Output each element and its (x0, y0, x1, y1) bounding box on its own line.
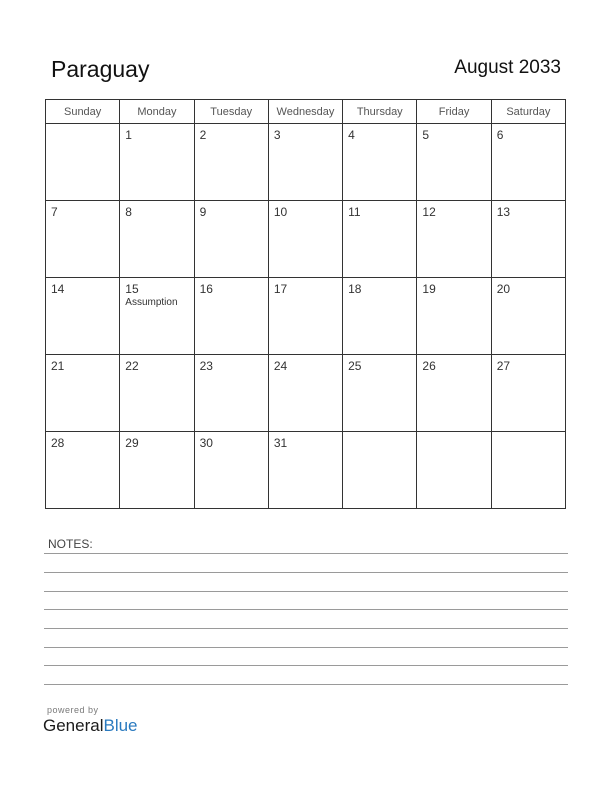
calendar-day-cell (491, 124, 565, 201)
calendar-day-cell (46, 278, 120, 355)
calendar-day-cell (343, 201, 417, 278)
calendar-grid (45, 99, 566, 509)
calendar-day-cell (491, 201, 565, 278)
day-cell-content (269, 124, 342, 142)
day-number: 30 (199, 436, 213, 450)
day-cell-content (120, 278, 193, 309)
calendar-week-row (46, 432, 566, 509)
calendar-week-row (46, 124, 566, 201)
day-number: 2 (199, 128, 207, 142)
calendar-day-cell (417, 124, 491, 201)
day-cell-content (195, 432, 268, 450)
day-cell-content (343, 124, 416, 142)
calendar-week-row (46, 278, 566, 355)
day-number: 5 (422, 128, 430, 142)
calendar-day-cell (120, 432, 194, 509)
day-number: 15 (125, 282, 139, 296)
day-cell-content (120, 432, 193, 450)
calendar-country-title: Paraguay (51, 56, 150, 82)
calendar-day-cell (194, 201, 268, 278)
generalblue-logo (43, 716, 138, 736)
notes-label: NOTES: (48, 537, 93, 551)
day-cell-content (492, 278, 565, 296)
day-number: 24 (273, 359, 288, 373)
day-cell-content (195, 278, 268, 296)
calendar-day-cell (417, 278, 491, 355)
calendar-month-title: August 2033 (454, 57, 561, 78)
calendar-day-cell (194, 355, 268, 432)
calendar-week-row (46, 201, 566, 278)
day-cell-content (46, 278, 119, 296)
calendar-day-cell (491, 278, 565, 355)
weekday-tuesday: Tuesday (194, 100, 268, 124)
calendar-day-cell (268, 201, 342, 278)
day-number: 13 (496, 205, 511, 219)
brand-name-part2: Blue (103, 716, 138, 735)
calendar-day-cell (343, 355, 417, 432)
calendar-day-cell (46, 124, 120, 201)
day-cell-content (417, 124, 490, 142)
day-cell-content (46, 355, 119, 373)
day-cell-content (343, 432, 416, 436)
note-line (44, 591, 568, 592)
day-number: 6 (496, 128, 504, 142)
calendar-day-cell (268, 278, 342, 355)
day-cell-content (120, 124, 193, 142)
day-cell-content (417, 201, 490, 219)
calendar-day-cell (491, 355, 565, 432)
weekday-sunday: Sunday (46, 100, 120, 124)
day-number: 17 (273, 282, 288, 296)
day-number: 8 (125, 205, 132, 219)
calendar-day-cell (417, 201, 491, 278)
weekday-saturday: Saturday (491, 100, 565, 124)
day-number: 12 (422, 205, 436, 219)
day-number: 23 (199, 359, 213, 373)
calendar-week-row (46, 355, 566, 432)
weekday-header-row (46, 100, 566, 124)
day-number: 7 (51, 205, 58, 219)
day-number: 22 (125, 359, 139, 373)
calendar-day-cell (343, 432, 417, 509)
day-cell-content (492, 201, 565, 219)
calendar-day-cell (120, 278, 194, 355)
day-number: 1 (125, 128, 132, 142)
weekday-thursday: Thursday (343, 100, 417, 124)
day-cell-content (417, 278, 490, 296)
note-line (44, 609, 568, 610)
calendar-day-cell (343, 124, 417, 201)
holiday-label: Assumption (125, 297, 178, 308)
weekday-friday: Friday (417, 100, 491, 124)
day-cell-content (269, 355, 342, 373)
day-number: 3 (273, 128, 281, 142)
day-number: 20 (496, 282, 511, 296)
weekday-wednesday: Wednesday (268, 100, 342, 124)
day-cell-content (195, 355, 268, 373)
day-cell-content (46, 124, 119, 128)
day-cell-content (269, 432, 342, 450)
note-line (44, 572, 568, 573)
brand-name-part1: General (43, 716, 104, 735)
day-cell-content (343, 278, 416, 296)
day-number: 18 (348, 282, 362, 296)
day-number: 9 (199, 205, 207, 219)
day-cell-content (195, 124, 268, 142)
calendar-day-cell (491, 432, 565, 509)
day-number: 26 (422, 359, 436, 373)
day-cell-content (269, 201, 342, 219)
calendar-body (46, 124, 566, 509)
calendar-day-cell (46, 201, 120, 278)
calendar-day-cell (194, 278, 268, 355)
day-cell-content (120, 201, 193, 219)
calendar-day-cell (194, 124, 268, 201)
day-number: 19 (422, 282, 436, 296)
calendar-day-cell (46, 432, 120, 509)
day-number: 11 (348, 205, 361, 219)
calendar-day-cell (268, 355, 342, 432)
day-number: 28 (51, 436, 65, 450)
calendar-day-cell (268, 124, 342, 201)
day-cell-content (417, 432, 490, 436)
day-number: 4 (348, 128, 355, 142)
note-line (44, 628, 568, 629)
day-number: 29 (125, 436, 139, 450)
note-line (44, 684, 568, 685)
day-cell-content (492, 432, 565, 436)
calendar-day-cell (120, 355, 194, 432)
calendar-day-cell (343, 278, 417, 355)
day-number: 21 (51, 359, 65, 373)
weekday-monday: Monday (120, 100, 194, 124)
day-cell-content (120, 355, 193, 373)
day-number: 31 (273, 436, 288, 450)
day-number: 10 (273, 205, 288, 219)
day-cell-content (46, 201, 119, 219)
day-cell-content (269, 278, 342, 296)
day-number: 14 (51, 282, 65, 296)
note-line (44, 553, 568, 554)
note-line (44, 647, 568, 648)
day-cell-content (195, 201, 268, 219)
calendar-day-cell (417, 432, 491, 509)
calendar-day-cell (46, 355, 120, 432)
calendar-day-cell (417, 355, 491, 432)
day-cell-content (417, 355, 490, 373)
day-cell-content (343, 201, 416, 219)
calendar-day-cell (120, 201, 194, 278)
calendar-day-cell (120, 124, 194, 201)
day-cell-content (492, 355, 565, 373)
day-number: 27 (496, 359, 511, 373)
calendar-day-cell (268, 432, 342, 509)
day-number: 25 (348, 359, 362, 373)
day-cell-content (492, 124, 565, 142)
day-cell-content (46, 432, 119, 450)
day-cell-content (343, 355, 416, 373)
calendar-day-cell (194, 432, 268, 509)
day-number: 16 (199, 282, 213, 296)
powered-by-text: powered by (47, 705, 99, 715)
note-line (44, 665, 568, 666)
